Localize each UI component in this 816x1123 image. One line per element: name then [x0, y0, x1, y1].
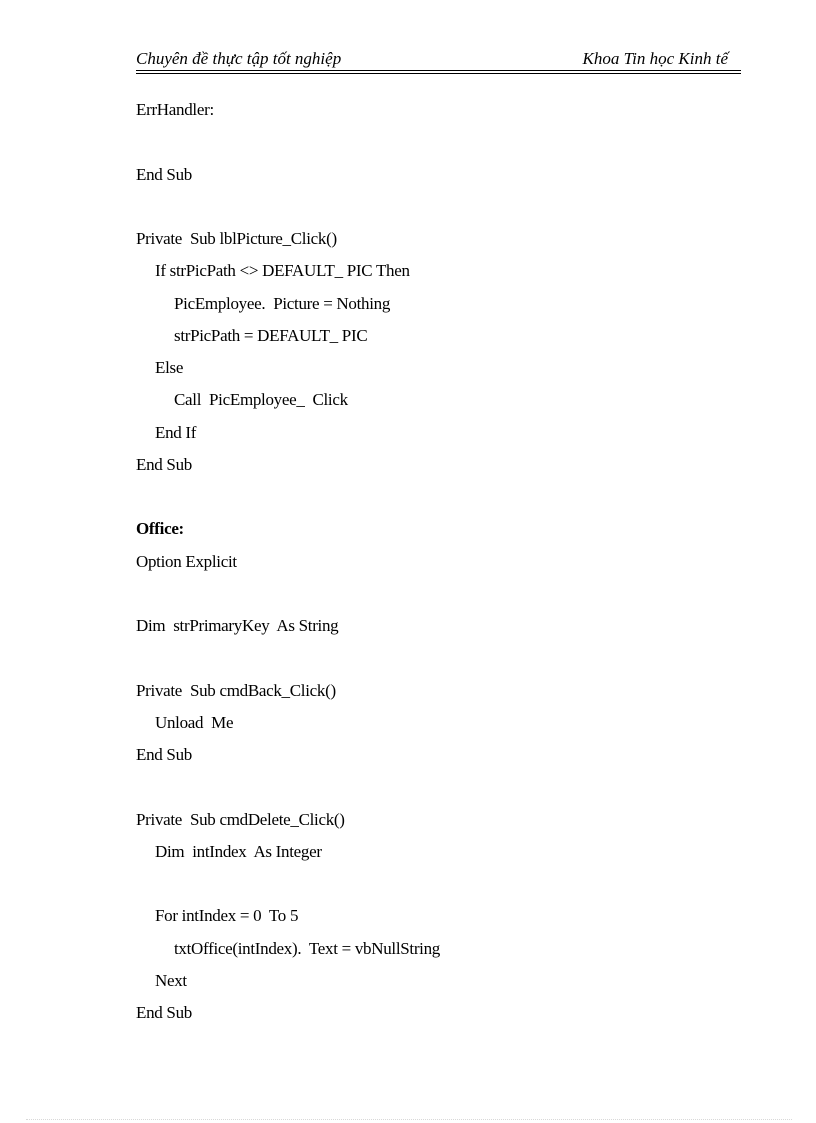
- code-line: Private Sub cmdBack_Click(): [136, 680, 336, 700]
- code-line: ErrHandler:: [136, 100, 214, 119]
- blank-line: [136, 578, 756, 610]
- code-line: Call PicEmployee_ Click: [174, 390, 348, 410]
- page-header: [136, 48, 740, 70]
- blank-line: [136, 868, 756, 900]
- blank-line: [136, 481, 756, 513]
- code-line: PicEmployee. Picture = Nothing: [174, 293, 391, 313]
- code-line: End If: [155, 422, 197, 442]
- code-line: If strPicPath <> DEFAULT_ PIC Then: [155, 261, 410, 281]
- blank-line: [136, 126, 756, 158]
- code-line: End Sub: [136, 745, 192, 764]
- code-listing: [136, 94, 756, 1029]
- blank-line: [136, 191, 756, 223]
- blank-line: [136, 771, 756, 803]
- code-line: Else: [155, 358, 184, 377]
- code-line: Private Sub cmdDelete_Click(): [136, 809, 345, 829]
- code-line: Private Sub lblPicture_Click(): [136, 229, 337, 248]
- header-title: Chuyên đề thực tập tốt nghiệp: [136, 49, 342, 68]
- code-line: strPicPath = DEFAULT_ PIC: [174, 325, 368, 345]
- code-line: For intIndex = 0 To 5: [155, 906, 299, 926]
- code-line: Dim intIndex As Integer: [155, 841, 322, 861]
- code-line: End Sub: [136, 164, 192, 184]
- header-department: Khoa Tin học Kinh tế: [582, 49, 728, 68]
- header-rule-double: [136, 73, 741, 74]
- blank-line: [136, 642, 756, 674]
- code-line: txtOffice(intIndex). Text = vbNullString: [174, 938, 441, 958]
- code-line: Next: [155, 970, 187, 990]
- code-line: End Sub: [136, 454, 192, 474]
- code-line: Unload Me: [155, 712, 234, 732]
- code-line: Office:: [136, 519, 184, 539]
- header-rule: [136, 70, 741, 71]
- code-line: Dim strPrimaryKey As String: [136, 616, 339, 635]
- page-bottom-rule: [26, 1119, 792, 1120]
- code-line: Option Explicit: [136, 551, 237, 571]
- code-line: End Sub: [136, 1003, 192, 1022]
